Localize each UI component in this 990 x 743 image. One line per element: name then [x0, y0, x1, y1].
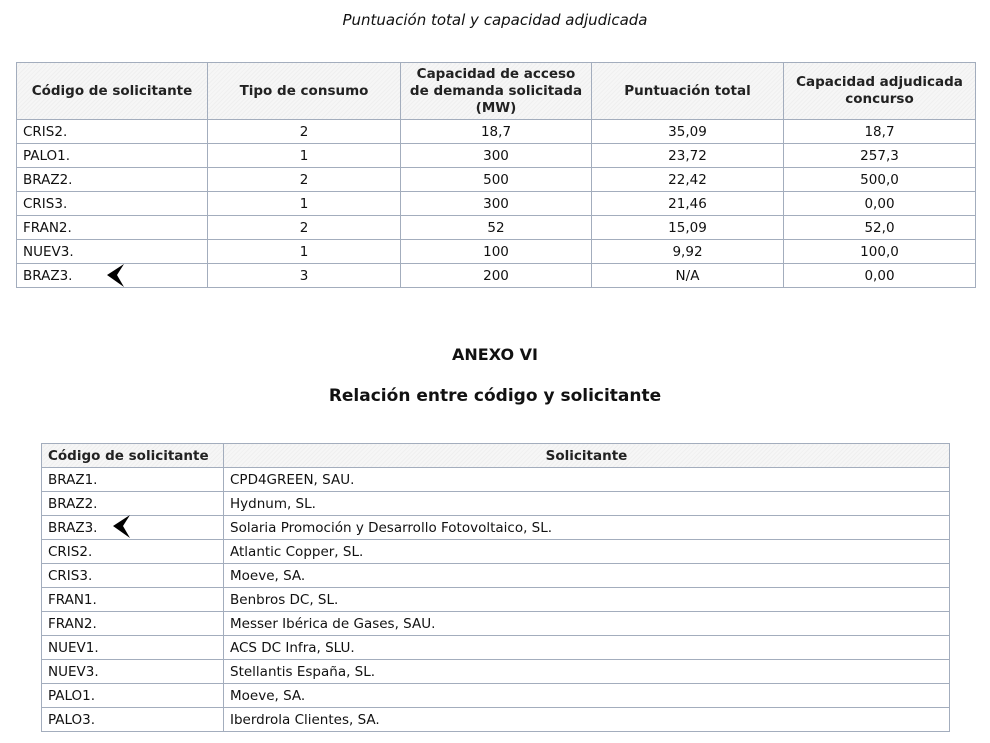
table-cell: NUEV3. — [17, 240, 208, 264]
table-cell: 500 — [401, 168, 592, 192]
table-cell: 257,3 — [784, 144, 976, 168]
table-cell: 100,0 — [784, 240, 976, 264]
table-row — [42, 564, 950, 588]
table-row — [42, 492, 950, 516]
scores-table — [16, 62, 976, 288]
table-cell: 23,72 — [592, 144, 784, 168]
table-cell: CRIS3. — [17, 192, 208, 216]
table-cell: Moeve, SA. — [224, 684, 950, 708]
table-cell: PALO3. — [42, 708, 224, 732]
table-cell: 3 — [208, 264, 401, 288]
table-cell: 1 — [208, 240, 401, 264]
table-cell: 15,09 — [592, 216, 784, 240]
table-header-row — [17, 63, 976, 120]
header-applicant: Solicitante — [224, 444, 950, 468]
table-cell: N/A — [592, 264, 784, 288]
annex-subtitle: Relación entre código y solicitante — [328, 386, 662, 406]
table-cell: Hydnum, SL. — [224, 492, 950, 516]
table-cell: CRIS2. — [42, 540, 224, 564]
table-cell: Benbros DC, SL. — [224, 588, 950, 612]
header-code: Código de solicitante — [17, 63, 208, 120]
table-row — [17, 192, 976, 216]
table-row — [17, 144, 976, 168]
table-header-row — [42, 444, 950, 468]
table-cell: PALO1. — [42, 684, 224, 708]
table-cell: BRAZ2. — [17, 168, 208, 192]
table-row — [42, 468, 950, 492]
table-cell: BRAZ3. — [17, 264, 208, 288]
table-cell: FRAN2. — [42, 612, 224, 636]
table-cell: Stellantis España, SL. — [224, 660, 950, 684]
table-cell: 200 — [401, 264, 592, 288]
table-row — [42, 612, 950, 636]
table-row — [17, 216, 976, 240]
table-row — [17, 264, 976, 288]
table-cell: 35,09 — [592, 120, 784, 144]
table-cell: 0,00 — [784, 264, 976, 288]
table-row — [42, 708, 950, 732]
table-cell: 18,7 — [401, 120, 592, 144]
header-total-score: Puntuación total — [592, 63, 784, 120]
table-cell: 1 — [208, 144, 401, 168]
table-cell: 100 — [401, 240, 592, 264]
cursor-arrow-icon — [107, 264, 127, 288]
header-code: Código de solicitante — [42, 444, 224, 468]
table-cell: 0,00 — [784, 192, 976, 216]
table-cell: ACS DC Infra, SLU. — [224, 636, 950, 660]
table-cell: Atlantic Copper, SL. — [224, 540, 950, 564]
header-capacity-awarded: Capacidad adjudicada concurso — [784, 63, 976, 120]
table-cell: 1 — [208, 192, 401, 216]
table-row — [17, 120, 976, 144]
table-cell: 22,42 — [592, 168, 784, 192]
table-cell: CRIS2. — [17, 120, 208, 144]
table-row — [42, 588, 950, 612]
table-cell: CRIS3. — [42, 564, 224, 588]
table-cell: 300 — [401, 144, 592, 168]
table-cell: 21,46 — [592, 192, 784, 216]
code-applicant-table — [41, 443, 950, 732]
table-row — [42, 516, 950, 540]
table-cell: BRAZ2. — [42, 492, 224, 516]
table-row — [42, 636, 950, 660]
cursor-arrow-icon — [113, 515, 133, 539]
table-cell: 18,7 — [784, 120, 976, 144]
table-row — [42, 684, 950, 708]
table-cell: Moeve, SA. — [224, 564, 950, 588]
annex-title: ANEXO VI — [452, 345, 538, 364]
table-cell: Iberdrola Clientes, SA. — [224, 708, 950, 732]
table-cell: CPD4GREEN, SAU. — [224, 468, 950, 492]
table-cell: BRAZ1. — [42, 468, 224, 492]
table-cell: 2 — [208, 168, 401, 192]
table-row — [17, 240, 976, 264]
table-cell: 52,0 — [784, 216, 976, 240]
table-row — [42, 660, 950, 684]
table-cell: 52 — [401, 216, 592, 240]
table-cell: 2 — [208, 216, 401, 240]
table-cell: FRAN1. — [42, 588, 224, 612]
table-cell: NUEV1. — [42, 636, 224, 660]
header-capacity-requested: Capacidad de acceso de demanda solicitada (MW) — [401, 63, 592, 120]
table-cell: BRAZ3. — [42, 516, 224, 540]
table-caption: Puntuación total y capacidad adjudicada — [342, 11, 648, 29]
table-cell: Solaria Promoción y Desarrollo Fotovoltaico, SL. — [224, 516, 950, 540]
table-cell: NUEV3. — [42, 660, 224, 684]
table-cell: 300 — [401, 192, 592, 216]
table-cell: Messer Ibérica de Gases, SAU. — [224, 612, 950, 636]
table-cell: 2 — [208, 120, 401, 144]
table-cell: FRAN2. — [17, 216, 208, 240]
table-row — [17, 168, 976, 192]
table-cell: 9,92 — [592, 240, 784, 264]
table-cell: 500,0 — [784, 168, 976, 192]
header-type: Tipo de consumo — [208, 63, 401, 120]
table-row — [42, 540, 950, 564]
table-cell: PALO1. — [17, 144, 208, 168]
